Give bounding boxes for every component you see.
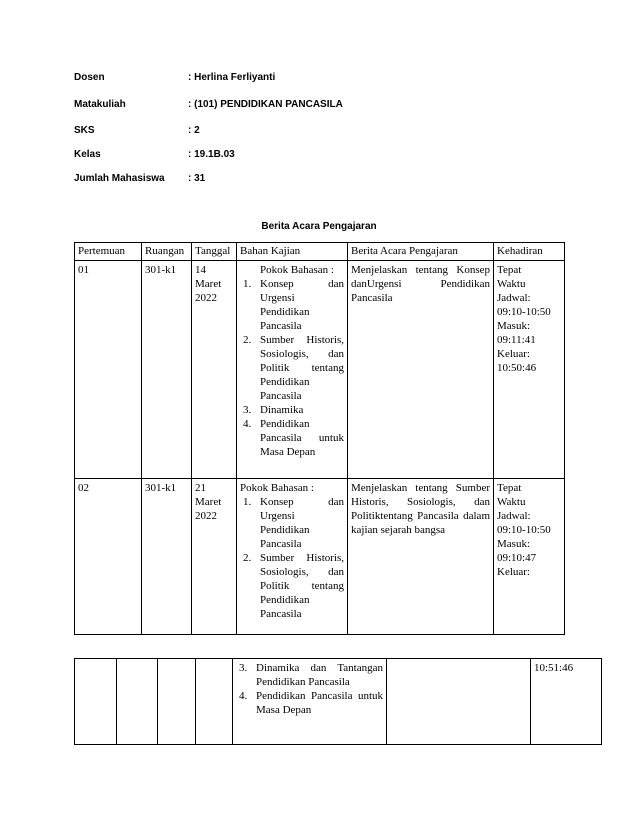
date-month: Maret: [195, 278, 222, 290]
cell-empty: [75, 659, 117, 745]
list-item: [240, 403, 344, 417]
header-pertemuan: Pertemuan: [75, 243, 142, 261]
table-header-row: [75, 243, 565, 261]
attendance-line: 09:10-10:50: [497, 524, 551, 536]
attendance-line: 09:10-10:50: [497, 306, 551, 318]
cell-empty: [196, 659, 233, 745]
cell-pertemuan: 01: [75, 261, 142, 479]
list-text: Konsep dan Urgensi Pendidikan Pancasila: [260, 496, 344, 550]
cell-empty: [158, 659, 196, 745]
cell-kehadiran: [494, 261, 565, 479]
cell-kehadiran: 10:51:46: [531, 659, 602, 745]
attendance-line: Masuk:: [497, 538, 530, 550]
info-value: : 2: [188, 125, 200, 136]
attendance-line: Keluar:: [497, 566, 530, 578]
attendance-line: Waktu: [497, 278, 526, 290]
section-title: Berita Acara Pengajaran: [261, 221, 377, 232]
date-day: 21: [195, 482, 206, 494]
info-label: SKS: [74, 125, 95, 136]
attendance-line: Jadwal:: [497, 292, 531, 304]
header-berita-acara: Berita Acara Pengajaran: [348, 243, 494, 261]
info-label: Dosen: [74, 72, 105, 83]
cell-bahan-kajian: [233, 659, 387, 745]
teaching-record-table: [74, 242, 565, 635]
list-number: 4.: [239, 690, 248, 702]
info-value: : 19.1B.03: [188, 149, 235, 160]
cell-tanggal: [192, 479, 237, 635]
header-kehadiran: Kehadiran: [494, 243, 565, 261]
list-item: [236, 689, 383, 717]
list-text: Pendidikan Pancasila untuk Masa Depan: [260, 418, 344, 458]
list-item: [240, 495, 344, 551]
date-month: Maret: [195, 496, 222, 508]
attendance-line: Tepat: [497, 264, 522, 276]
table-row: [75, 659, 602, 745]
kajian-heading: Pokok Bahasan :: [240, 482, 314, 494]
list-item: [236, 661, 383, 689]
date-year: 2022: [195, 510, 217, 522]
kajian-list: [240, 495, 344, 621]
kajian-heading: Pokok Bahasan :: [260, 264, 334, 276]
info-value: : Herlina Ferliyanti: [188, 72, 276, 83]
attendance-line: Waktu: [497, 496, 526, 508]
cell-bahan-kajian: [237, 261, 348, 479]
table-row: [75, 479, 565, 635]
list-item: [240, 551, 344, 621]
table-row: [75, 261, 565, 479]
header-tanggal: Tanggal: [192, 243, 237, 261]
cell-pertemuan: 02: [75, 479, 142, 635]
cell-ruangan: 301-k1: [142, 479, 192, 635]
attendance-line: 09:11:41: [497, 334, 536, 346]
info-label: Kelas: [74, 149, 101, 160]
header-ruangan: Ruangan: [142, 243, 192, 261]
cell-berita-acara: Menjelaskan tentang Sumber Historis, Sosiologis, dan Politiktentang Pancasila dalam kajian sejarah bangsa: [348, 479, 494, 635]
cell-berita-acara: Menjelaskan tentang Konsep danUrgensi Pendidikan Pancasila: [348, 261, 494, 479]
cell-berita-acara: [387, 659, 531, 745]
list-text: Konsep dan Urgensi Pendidikan Pancasila: [260, 278, 344, 332]
attendance-line: 09:10:47: [497, 552, 537, 564]
kajian-list: [240, 277, 344, 459]
info-value: : 31: [188, 173, 206, 184]
list-number: 2.: [243, 552, 252, 564]
attendance-line: Masuk:: [497, 320, 530, 332]
list-text: Pendidikan Pancasila untuk Masa Depan: [256, 690, 383, 716]
attendance-line: Jadwal:: [497, 510, 531, 522]
list-text: Dinamika dan Tantangan Pendidikan Pancasila: [256, 662, 383, 688]
cell-empty: [117, 659, 158, 745]
list-number: 1.: [243, 496, 252, 508]
list-item: [240, 277, 344, 333]
cell-bahan-kajian: [237, 479, 348, 635]
list-item: [240, 417, 344, 459]
list-number: 3.: [239, 662, 248, 674]
list-text: Dinamika: [260, 404, 304, 416]
header-bahan-kajian: Bahan Kajian: [237, 243, 348, 261]
attendance-line: Keluar:: [497, 348, 530, 360]
list-text: Sumber Historis, Sosiologis, dan Politik tentang Pendidikan Pancasila: [260, 552, 344, 620]
list-text: Sumber Historis, Sosiologis, dan Politik tentang Pendidikan Pancasila: [260, 334, 344, 402]
date-year: 2022: [195, 292, 217, 304]
cell-kehadiran: [494, 479, 565, 635]
cell-tanggal: [192, 261, 237, 479]
date-day: 14: [195, 264, 206, 276]
list-number: 2.: [243, 334, 252, 346]
list-number: 3.: [243, 404, 252, 416]
kajian-list: [236, 661, 383, 717]
info-value: : (101) PENDIDIKAN PANCASILA: [188, 99, 343, 110]
info-label: Matakuliah: [74, 99, 126, 110]
info-label: Jumlah Mahasiswa: [74, 173, 165, 184]
attendance-line: Tepat: [497, 482, 522, 494]
list-number: 1.: [243, 278, 252, 290]
continuation-table: [74, 658, 602, 745]
list-item: [240, 333, 344, 403]
attendance-line: 10:50:46: [497, 362, 537, 374]
cell-ruangan: 301-k1: [142, 261, 192, 479]
list-number: 4.: [243, 418, 252, 430]
